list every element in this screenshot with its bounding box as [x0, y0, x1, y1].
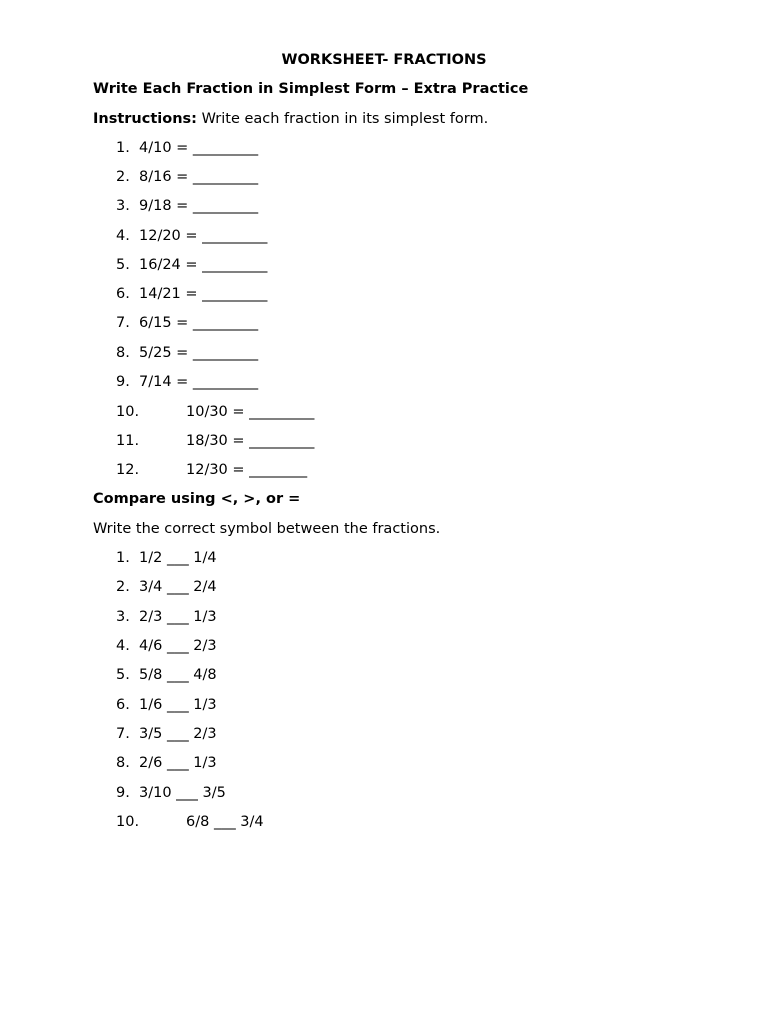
item-text: 10/30 = _________	[186, 404, 315, 420]
compare-item	[116, 637, 217, 655]
item-number: 5.	[116, 257, 130, 273]
item-text: 4/6 ___ 2/3	[139, 638, 217, 654]
compare-item	[116, 754, 217, 772]
section-heading-compare: Compare using <, >, or =	[93, 491, 301, 507]
simplify-item	[116, 403, 314, 421]
compare-instructions: Write the correct symbol between the fractions.	[93, 521, 441, 537]
item-number: 10.	[116, 814, 140, 830]
item-number: 7.	[116, 726, 130, 742]
compare-item	[116, 696, 217, 714]
compare-item	[116, 725, 217, 743]
item-number: 6.	[116, 697, 130, 713]
simplify-item	[116, 256, 267, 274]
item-text: 3/4 ___ 2/4	[139, 579, 217, 595]
simplify-item	[116, 432, 314, 450]
simplify-item	[116, 461, 307, 479]
item-number: 7.	[116, 315, 130, 331]
item-text: 9/18 = _________	[139, 198, 259, 214]
simplify-item	[116, 314, 258, 332]
item-number: 11.	[116, 433, 140, 449]
simplify-item	[116, 139, 258, 157]
instructions	[93, 110, 488, 128]
item-text: 2/6 ___ 1/3	[139, 755, 217, 771]
item-text: 6/15 = _________	[139, 315, 259, 331]
item-number: 1.	[116, 550, 130, 566]
compare-item	[116, 784, 226, 802]
item-text: 5/8 ___ 4/8	[139, 667, 217, 683]
compare-item	[116, 549, 217, 567]
item-number: 4.	[116, 638, 130, 654]
item-text: 8/16 = _________	[139, 169, 259, 185]
item-text: 12/30 = ________	[186, 462, 308, 478]
simplify-item	[116, 344, 258, 362]
worksheet-title: WORKSHEET- FRACTIONS	[281, 52, 487, 68]
simplify-item	[116, 197, 258, 215]
compare-item	[116, 608, 217, 626]
item-number: 2.	[116, 579, 130, 595]
item-number: 6.	[116, 286, 130, 302]
simplify-item	[116, 227, 267, 245]
item-number: 2.	[116, 169, 130, 185]
item-number: 9.	[116, 374, 130, 390]
item-text: 18/30 = _________	[186, 433, 315, 449]
compare-item	[116, 813, 264, 831]
item-text: 1/2 ___ 1/4	[139, 550, 217, 566]
compare-item	[116, 578, 217, 596]
item-number: 8.	[116, 755, 130, 771]
item-text: 3/5 ___ 2/3	[139, 726, 217, 742]
item-text: 14/21 = _________	[139, 286, 268, 302]
item-text: 2/3 ___ 1/3	[139, 609, 217, 625]
item-number: 8.	[116, 345, 130, 361]
simplify-item	[116, 373, 258, 391]
instructions-label: Instructions:	[93, 111, 197, 127]
section-heading-simplest-form: Write Each Fraction in Simplest Form – Extra Practice	[93, 81, 529, 97]
item-text: 6/8 ___ 3/4	[186, 814, 264, 830]
compare-item	[116, 666, 217, 684]
item-text: 3/10 ___ 3/5	[139, 785, 226, 801]
item-text: 1/6 ___ 1/3	[139, 697, 217, 713]
item-number: 1.	[116, 140, 130, 156]
item-number: 12.	[116, 462, 140, 478]
item-number: 3.	[116, 198, 130, 214]
item-text: 16/24 = _________	[139, 257, 268, 273]
item-number: 5.	[116, 667, 130, 683]
item-number: 10.	[116, 404, 140, 420]
item-text: 7/14 = _________	[139, 374, 259, 390]
item-text: 4/10 = _________	[139, 140, 259, 156]
item-number: 4.	[116, 228, 130, 244]
simplify-item	[116, 285, 267, 303]
item-number: 3.	[116, 609, 130, 625]
instructions-text: Write each fraction in its simplest form.	[196, 111, 489, 127]
simplify-item	[116, 168, 258, 186]
item-text: 5/25 = _________	[139, 345, 259, 361]
item-number: 9.	[116, 785, 130, 801]
item-text: 12/20 = _________	[139, 228, 268, 244]
